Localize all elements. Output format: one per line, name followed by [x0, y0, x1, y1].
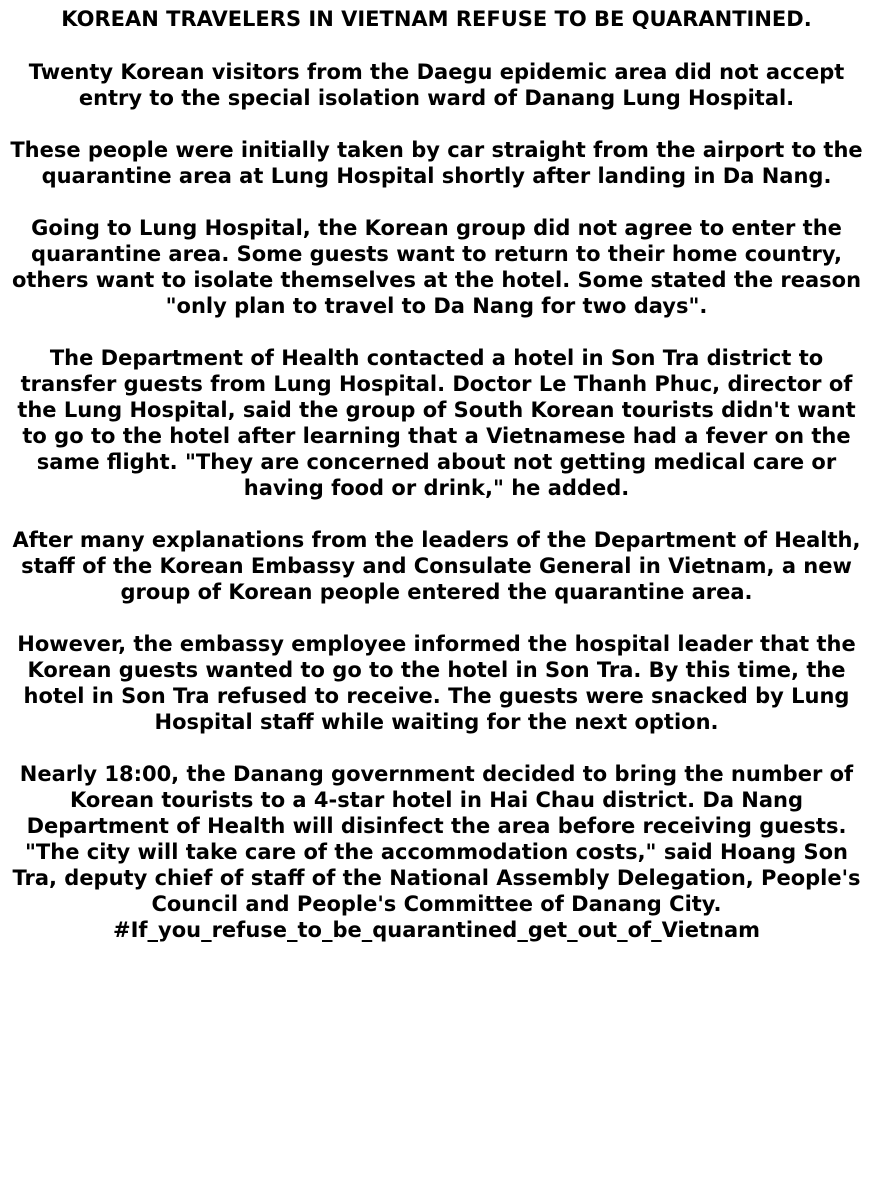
paragraph-7: Nearly 18:00, the Danang government decided to bring the number of Korean tourists to a 4-star hotel in Hai Chau district. Da Nang Department of Health will disinfect the area before receiving guests. "The city will take care of the accommodation costs," said Hoang Son Tra, deputy chief of staff of the National Assembly Delegation, People's Council and People's Committee of Danang City.	[12, 762, 861, 916]
paragraph-5: After many explanations from the leaders of the Department of Health, staff of the Korean Embassy and Consulate General in Vietnam, a new group of Korean people entered the quarantine area.	[12, 528, 861, 604]
hashtag: #If_you_refuse_to_be_quarantined_get_out_of_Vietnam	[112, 918, 761, 942]
paragraph-3: Going to Lung Hospital, the Korean group did not agree to enter the quarantine area. Some guests want to return to their home country, others want to isolate themselves at the hotel. Some stated the reason "only plan to travel to Da Nang for two days".	[11, 216, 862, 318]
paragraph-2: These people were initially taken by car straight from the airport to the quarantine area at Lung Hospital shortly after landing in Da Nang.	[10, 138, 863, 188]
paragraph-1: Twenty Korean visitors from the Daegu epidemic area did not accept entry to the special isolation ward of Danang Lung Hospital.	[28, 60, 845, 110]
paragraph-4: The Department of Health contacted a hotel in Son Tra district to transfer guests from Lung Hospital. Doctor Le Thanh Phuc, director of the Lung Hospital, said the group of South Korean tourists didn't want to go to the hotel after learning that a Vietnamese had a fever on the same flight. "They are concerned about not getting medical care or having food or drink," he added.	[17, 346, 856, 500]
document-title: KOREAN TRAVELERS IN VIETNAM REFUSE TO BE QUARANTINED.	[61, 7, 812, 31]
paragraph-6: However, the embassy employee informed the hospital leader that the Korean guests wanted to go to the hotel in Son Tra. By this time, the hotel in Son Tra refused to receive. The guests were snacked by Lung Hospital staff while waiting for the next option.	[17, 632, 856, 734]
